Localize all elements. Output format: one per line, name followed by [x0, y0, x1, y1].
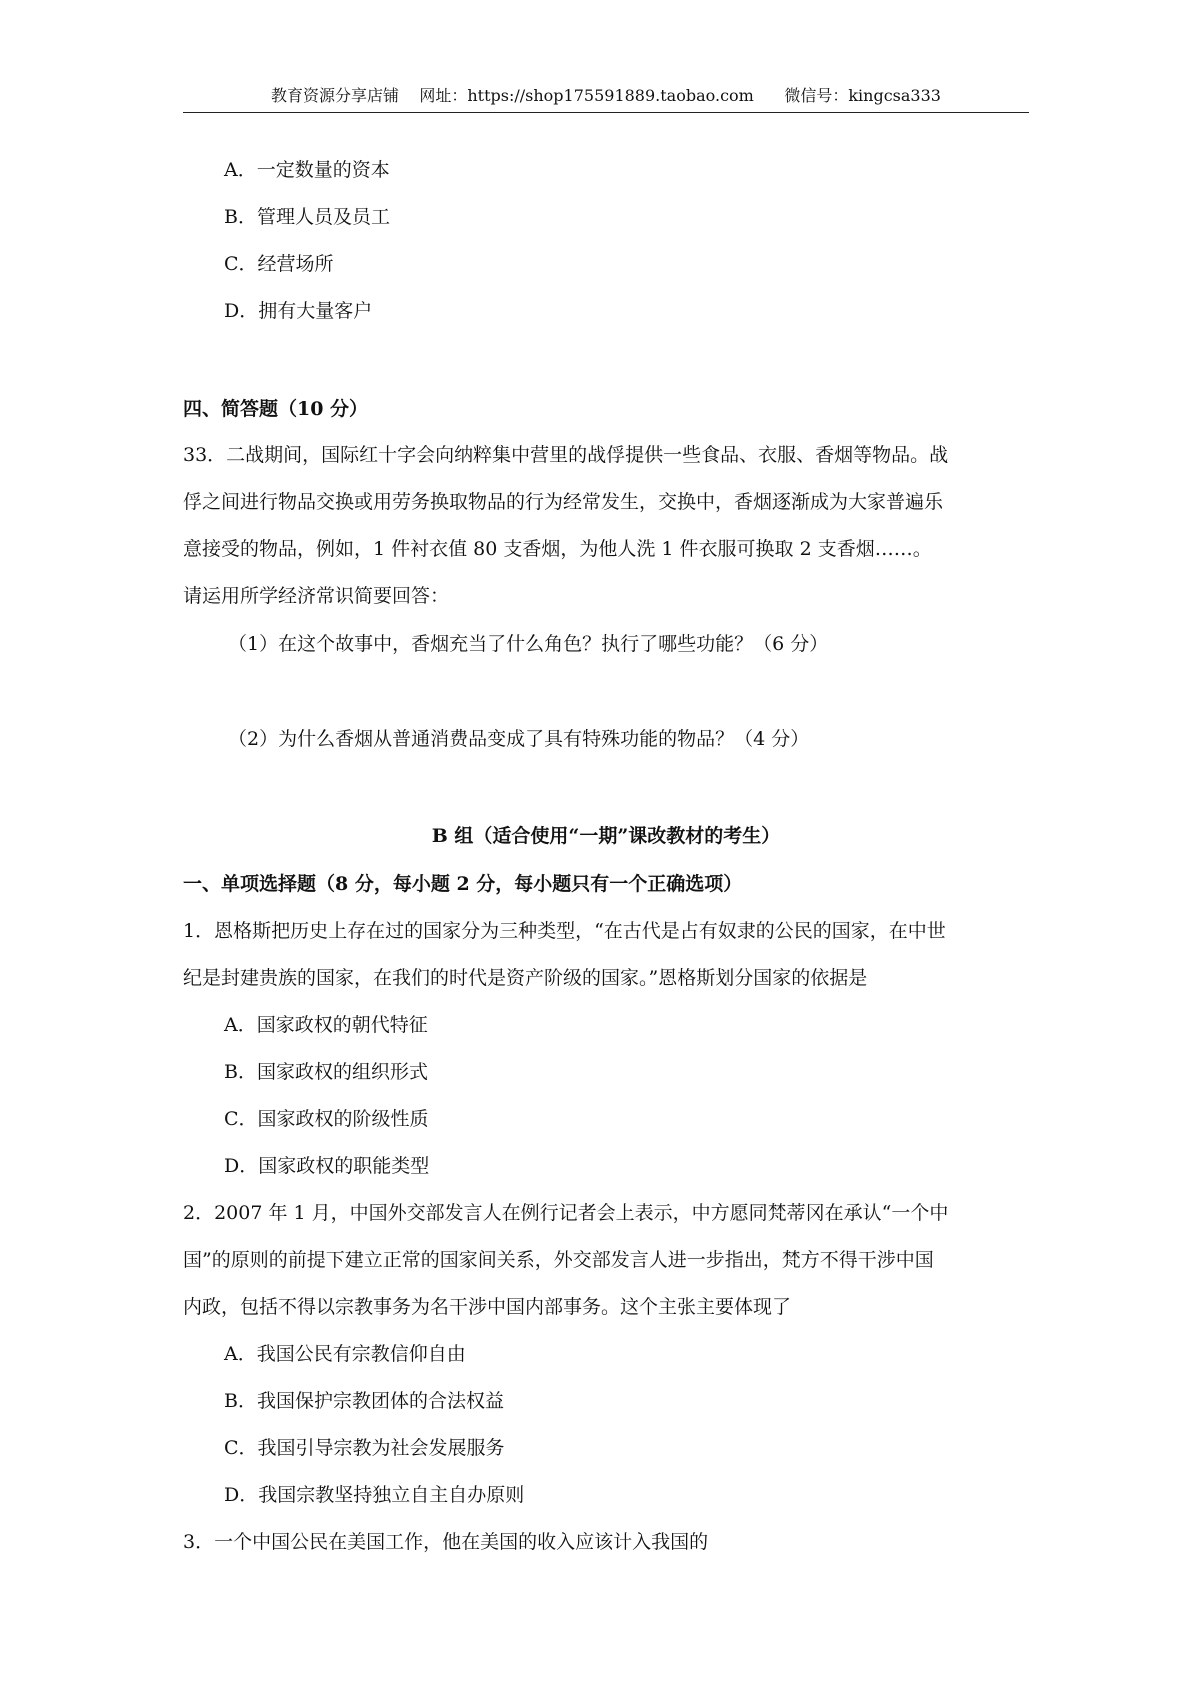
header-site: 网址：https://shop175591889.taobao.com [419, 86, 754, 105]
q32-option-b: B．管理人员及员工 [224, 206, 390, 228]
b2-option-c: C．我国引导宗教为社会发展服务 [224, 1437, 505, 1459]
b1-option-d: D．国家政权的职能类型 [224, 1155, 430, 1177]
q32-option-d: D．拥有大量客户 [224, 300, 373, 322]
q33-line-3: 意接受的物品，例如，1 件衬衣值 80 支香烟，为他人洗 1 件衣服可换取 2 支香烟……。 [183, 538, 932, 560]
q33-line-1: 33．二战期间，国际红十字会向纳粹集中营里的战俘提供一些食品、衣服、香烟等物品。战 [183, 444, 949, 466]
header-shop: 教育资源分享店铺 [271, 86, 400, 105]
q33-sub-2: （2）为什么香烟从普通消费品变成了具有特殊功能的物品？（4 分） [228, 728, 810, 750]
q32-option-c: C．经营场所 [224, 253, 334, 275]
b2-line-2: 国”的原则的前提下建立正常的国家间关系，外交部发言人进一步指出，梵方不得干涉中国 [183, 1249, 934, 1271]
q33-line-4: 请运用所学经济常识简要回答： [183, 585, 450, 607]
b2-option-a: A．我国公民有宗教信仰自由 [224, 1343, 466, 1365]
header-wechat: 微信号：kingcsa333 [784, 86, 941, 105]
q33-sub-1: （1）在这个故事中，香烟充当了什么角色？执行了哪些功能？（6 分） [228, 633, 829, 655]
b2-line-1: 2．2007 年 1 月，中国外交部发言人在例行记者会上表示，中方愿同梵蒂冈在承认“一个中 [183, 1202, 949, 1224]
group-b-title: B 组（适合使用“一期”课改教材的考生） [431, 825, 781, 847]
b2-option-b: B．我国保护宗教团体的合法权益 [224, 1390, 504, 1412]
b2-option-d: D．我国宗教坚持独立自主自办原则 [224, 1484, 525, 1506]
b1-line-1: 1．恩格斯把历史上存在过的国家分为三种类型，“在古代是占有奴隶的公民的国家，在中世 [183, 920, 946, 942]
b1-option-c: C．国家政权的阶级性质 [224, 1108, 429, 1130]
section-b1-title: 一、单项选择题（8 分，每小题 2 分，每小题只有一个正确选项） [183, 873, 743, 895]
b2-line-3: 内政，包括不得以宗教事务为名干涉中国内部事务。这个主张主要体现了 [183, 1296, 792, 1318]
b1-option-b: B．国家政权的组织形式 [224, 1061, 428, 1083]
section4-title: 四、简答题（10 分） [183, 398, 369, 420]
page-header [183, 86, 1029, 113]
b1-line-2: 纪是封建贵族的国家，在我们的时代是资产阶级的国家。”恩格斯划分国家的依据是 [183, 967, 868, 989]
q32-option-a: A．一定数量的资本 [224, 159, 390, 181]
q33-line-2: 俘之间进行物品交换或用劳务换取物品的行为经常发生，交换中，香烟逐渐成为大家普遍乐 [183, 491, 944, 513]
b3-line-1: 3．一个中国公民在美国工作，他在美国的收入应该计入我国的 [183, 1531, 709, 1553]
b1-option-a: A．国家政权的朝代特征 [224, 1014, 428, 1036]
